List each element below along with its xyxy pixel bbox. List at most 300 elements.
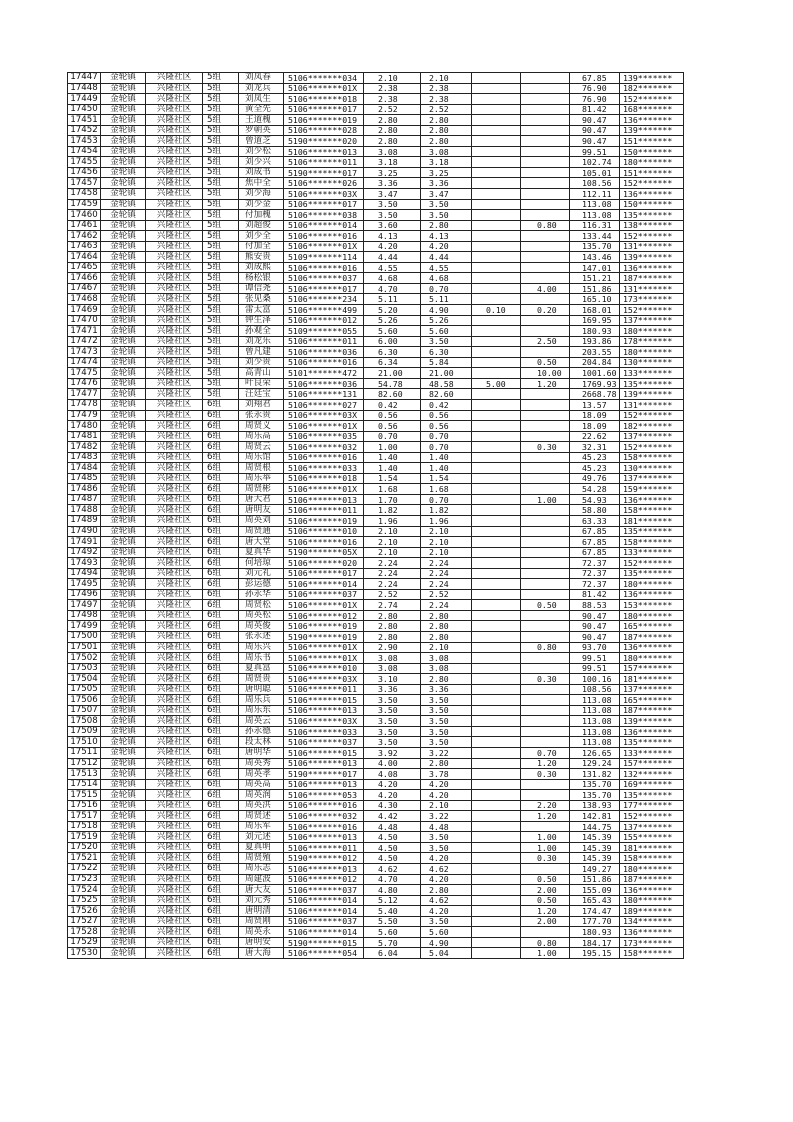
table-row: [68, 906, 684, 917]
area-d-cell: 1.20: [521, 811, 570, 822]
group-cell: 5组: [203, 104, 239, 115]
group-cell: 5组: [203, 136, 239, 147]
area-d-cell: [521, 737, 570, 748]
area-b-cell: 5.84: [421, 357, 472, 368]
amount-cell: 99.51: [570, 146, 620, 157]
table-row: [68, 505, 684, 516]
area-total-cell: 6.30: [364, 347, 421, 358]
phone-cell: 132*******: [620, 769, 684, 780]
town-cell: 金轮镇: [101, 716, 146, 727]
name-cell: 曾道芝: [239, 136, 284, 147]
community-cell: 兴隆社区: [146, 600, 203, 611]
area-c-cell: [472, 568, 521, 579]
group-cell: 6组: [203, 621, 239, 632]
phone-cell: 150*******: [620, 199, 684, 210]
area-d-cell: [521, 326, 570, 337]
town-cell: 金轮镇: [101, 653, 146, 664]
group-cell: 6组: [203, 832, 239, 843]
id-number-cell: 5106*******018: [284, 94, 364, 105]
town-cell: 金轮镇: [101, 294, 146, 305]
area-b-cell: 1.96: [421, 515, 472, 526]
area-b-cell: 2.38: [421, 83, 472, 94]
area-b-cell: 4.20: [421, 779, 472, 790]
group-cell: 6组: [203, 674, 239, 685]
id-number-cell: 5101*******472: [284, 368, 364, 379]
community-cell: 兴隆社区: [146, 621, 203, 632]
amount-cell: 18.09: [570, 421, 620, 432]
area-d-cell: [521, 146, 570, 157]
area-c-cell: [472, 83, 521, 94]
area-b-cell: 4.20: [421, 241, 472, 252]
table-row: [68, 399, 684, 410]
area-b-cell: 0.70: [421, 494, 472, 505]
id-number-cell: 5106*******033: [284, 463, 364, 474]
amount-cell: 76.90: [570, 83, 620, 94]
row-number: 17530: [68, 948, 101, 959]
area-b-cell: 3.47: [421, 189, 472, 200]
area-c-cell: [472, 811, 521, 822]
name-cell: 黄全先: [239, 104, 284, 115]
group-cell: 5组: [203, 220, 239, 231]
table-row: [68, 621, 684, 632]
row-number: 17460: [68, 210, 101, 221]
area-b-cell: 3.50: [421, 199, 472, 210]
amount-cell: 147.01: [570, 262, 620, 273]
table-row: [68, 73, 684, 84]
id-number-cell: 5106*******037: [284, 589, 364, 600]
table-row: [68, 653, 684, 664]
phone-cell: 152*******: [620, 558, 684, 569]
data-table: [67, 72, 684, 959]
area-d-cell: 2.20: [521, 800, 570, 811]
group-cell: 6组: [203, 631, 239, 642]
area-d-cell: 0.50: [521, 874, 570, 885]
town-cell: 金轮镇: [101, 600, 146, 611]
town-cell: 金轮镇: [101, 811, 146, 822]
area-d-cell: [521, 515, 570, 526]
row-number: 17518: [68, 821, 101, 832]
community-cell: 兴隆社区: [146, 157, 203, 168]
name-cell: 周英高: [239, 779, 284, 790]
area-d-cell: 2.00: [521, 885, 570, 896]
area-d-cell: [521, 231, 570, 242]
area-c-cell: [472, 526, 521, 537]
town-cell: 金轮镇: [101, 189, 146, 200]
town-cell: 金轮镇: [101, 642, 146, 653]
amount-cell: 151.86: [570, 874, 620, 885]
group-cell: 5组: [203, 210, 239, 221]
id-number-cell: 5106*******017: [284, 283, 364, 294]
name-cell: 何培琼: [239, 558, 284, 569]
table-row: [68, 800, 684, 811]
group-cell: 5组: [203, 199, 239, 210]
area-d-cell: [521, 157, 570, 168]
table-row: [68, 937, 684, 948]
area-c-cell: [472, 800, 521, 811]
community-cell: 兴隆社区: [146, 389, 203, 400]
area-d-cell: [521, 125, 570, 136]
community-cell: 兴隆社区: [146, 326, 203, 337]
area-c-cell: [472, 273, 521, 284]
name-cell: 张见桑: [239, 294, 284, 305]
amount-cell: 113.08: [570, 199, 620, 210]
phone-cell: 150*******: [620, 146, 684, 157]
name-cell: 唐大堂: [239, 537, 284, 548]
community-cell: 兴隆社区: [146, 547, 203, 558]
area-total-cell: 4.50: [364, 832, 421, 843]
group-cell: 5组: [203, 83, 239, 94]
area-c-cell: [472, 326, 521, 337]
amount-cell: 142.81: [570, 811, 620, 822]
phone-cell: 178*******: [620, 336, 684, 347]
phone-cell: 136*******: [620, 885, 684, 896]
area-c-cell: [472, 357, 521, 368]
area-c-cell: [472, 874, 521, 885]
table-row: [68, 431, 684, 442]
name-cell: 唐大海: [239, 948, 284, 959]
area-b-cell: 3.22: [421, 748, 472, 759]
town-cell: 金轮镇: [101, 115, 146, 126]
area-b-cell: 2.24: [421, 558, 472, 569]
name-cell: 刘龙兵: [239, 83, 284, 94]
name-cell: 叶良荣: [239, 378, 284, 389]
name-cell: 张永述: [239, 631, 284, 642]
town-cell: 金轮镇: [101, 800, 146, 811]
group-cell: 6组: [203, 442, 239, 453]
town-cell: 金轮镇: [101, 83, 146, 94]
table-row: [68, 842, 684, 853]
area-d-cell: [521, 399, 570, 410]
phone-cell: 155*******: [620, 832, 684, 843]
area-c-cell: [472, 726, 521, 737]
area-total-cell: 5.60: [364, 927, 421, 938]
area-c-cell: [472, 674, 521, 685]
town-cell: 金轮镇: [101, 368, 146, 379]
phone-cell: 157*******: [620, 758, 684, 769]
area-c-cell: [472, 347, 521, 358]
area-total-cell: 4.13: [364, 231, 421, 242]
community-cell: 兴隆社区: [146, 378, 203, 389]
area-total-cell: 1.00: [364, 442, 421, 453]
area-total-cell: 2.80: [364, 125, 421, 136]
area-d-cell: 0.80: [521, 937, 570, 948]
amount-cell: 135.70: [570, 241, 620, 252]
area-total-cell: 3.08: [364, 653, 421, 664]
name-cell: 刘元述: [239, 832, 284, 843]
table-row: [68, 326, 684, 337]
row-number: 17515: [68, 790, 101, 801]
row-number: 17527: [68, 916, 101, 927]
town-cell: 金轮镇: [101, 357, 146, 368]
id-number-cell: 5106*******013: [284, 705, 364, 716]
table-row: [68, 642, 684, 653]
amount-cell: 90.47: [570, 610, 620, 621]
area-c-cell: [472, 315, 521, 326]
area-d-cell: 1.00: [521, 494, 570, 505]
amount-cell: 113.08: [570, 210, 620, 221]
area-c-cell: [472, 832, 521, 843]
phone-cell: 180*******: [620, 347, 684, 358]
area-d-cell: [521, 473, 570, 484]
amount-cell: 102.74: [570, 157, 620, 168]
row-number: 17505: [68, 684, 101, 695]
area-total-cell: 4.44: [364, 252, 421, 263]
town-cell: 金轮镇: [101, 579, 146, 590]
name-cell: 唐大君: [239, 494, 284, 505]
area-d-cell: [521, 927, 570, 938]
community-cell: 兴隆社区: [146, 199, 203, 210]
group-cell: 6组: [203, 431, 239, 442]
area-d-cell: [521, 821, 570, 832]
phone-cell: 152*******: [620, 305, 684, 316]
row-number: 17463: [68, 241, 101, 252]
area-c-cell: [472, 547, 521, 558]
name-cell: 周贤贵: [239, 674, 284, 685]
table-row: [68, 252, 684, 263]
area-b-cell: 2.52: [421, 104, 472, 115]
area-c-cell: [472, 241, 521, 252]
area-total-cell: 4.50: [364, 842, 421, 853]
area-total-cell: 4.20: [364, 779, 421, 790]
phone-cell: 135*******: [620, 790, 684, 801]
area-total-cell: 5.50: [364, 916, 421, 927]
area-b-cell: 5.04: [421, 948, 472, 959]
area-c-cell: [472, 853, 521, 864]
name-cell: 周英孝: [239, 769, 284, 780]
id-number-cell: 5106*******037: [284, 885, 364, 896]
name-cell: 段太林: [239, 737, 284, 748]
area-total-cell: 0.70: [364, 431, 421, 442]
table-row: [68, 821, 684, 832]
town-cell: 金轮镇: [101, 842, 146, 853]
phone-cell: 135*******: [620, 526, 684, 537]
community-cell: 兴隆社区: [146, 864, 203, 875]
area-c-cell: [472, 906, 521, 917]
name-cell: 唐明清: [239, 906, 284, 917]
row-number: 17452: [68, 125, 101, 136]
community-cell: 兴隆社区: [146, 442, 203, 453]
area-total-cell: 4.20: [364, 241, 421, 252]
table-row: [68, 663, 684, 674]
group-cell: 5组: [203, 115, 239, 126]
area-b-cell: 4.62: [421, 864, 472, 875]
town-cell: 金轮镇: [101, 621, 146, 632]
phone-cell: 157*******: [620, 663, 684, 674]
group-cell: 6组: [203, 663, 239, 674]
area-d-cell: 0.30: [521, 769, 570, 780]
town-cell: 金轮镇: [101, 705, 146, 716]
area-b-cell: 2.10: [421, 73, 472, 84]
name-cell: 刘龙乐: [239, 336, 284, 347]
name-cell: 周贤通: [239, 526, 284, 537]
row-number: 17468: [68, 294, 101, 305]
group-cell: 5组: [203, 326, 239, 337]
row-number: 17523: [68, 874, 101, 885]
phone-cell: 136*******: [620, 189, 684, 200]
group-cell: 6组: [203, 916, 239, 927]
area-total-cell: 3.50: [364, 705, 421, 716]
town-cell: 金轮镇: [101, 494, 146, 505]
phone-cell: 139*******: [620, 252, 684, 263]
amount-cell: 129.24: [570, 758, 620, 769]
area-c-cell: [472, 125, 521, 136]
row-number: 17489: [68, 515, 101, 526]
group-cell: 6组: [203, 537, 239, 548]
community-cell: 兴隆社区: [146, 125, 203, 136]
table-row: [68, 273, 684, 284]
name-cell: 焦中全: [239, 178, 284, 189]
area-b-cell: 2.80: [421, 885, 472, 896]
community-cell: 兴隆社区: [146, 167, 203, 178]
id-number-cell: 5106*******037: [284, 737, 364, 748]
group-cell: 6组: [203, 737, 239, 748]
group-cell: 6组: [203, 758, 239, 769]
phone-cell: 182*******: [620, 83, 684, 94]
id-number-cell: 5106*******016: [284, 537, 364, 548]
area-total-cell: 0.56: [364, 421, 421, 432]
group-cell: 6组: [203, 885, 239, 896]
row-number: 17494: [68, 568, 101, 579]
id-number-cell: 5106*******036: [284, 347, 364, 358]
area-total-cell: 0.56: [364, 410, 421, 421]
table-row: [68, 389, 684, 400]
group-cell: 6组: [203, 558, 239, 569]
phone-cell: 152*******: [620, 178, 684, 189]
table-row: [68, 494, 684, 505]
area-c-cell: [472, 505, 521, 516]
area-d-cell: 0.50: [521, 895, 570, 906]
group-cell: 5组: [203, 252, 239, 263]
town-cell: 金轮镇: [101, 252, 146, 263]
name-cell: 刘少兴: [239, 157, 284, 168]
row-number: 17496: [68, 589, 101, 600]
phone-cell: 139*******: [620, 716, 684, 727]
row-number: 17525: [68, 895, 101, 906]
area-total-cell: 0.42: [364, 399, 421, 410]
community-cell: 兴隆社区: [146, 452, 203, 463]
table-row: [68, 189, 684, 200]
id-number-cell: 5109*******055: [284, 326, 364, 337]
community-cell: 兴隆社区: [146, 473, 203, 484]
community-cell: 兴隆社区: [146, 769, 203, 780]
row-number: 17479: [68, 410, 101, 421]
phone-cell: 159*******: [620, 484, 684, 495]
area-total-cell: 4.42: [364, 811, 421, 822]
phone-cell: 133*******: [620, 368, 684, 379]
name-cell: 周乐馆: [239, 452, 284, 463]
row-number: 17456: [68, 167, 101, 178]
name-cell: 周乐书: [239, 653, 284, 664]
id-number-cell: 5106*******012: [284, 610, 364, 621]
area-total-cell: 2.80: [364, 631, 421, 642]
table-row: [68, 463, 684, 474]
group-cell: 5组: [203, 315, 239, 326]
town-cell: 金轮镇: [101, 399, 146, 410]
amount-cell: 76.90: [570, 94, 620, 105]
area-d-cell: [521, 189, 570, 200]
id-number-cell: 5190*******020: [284, 136, 364, 147]
id-number-cell: 5106*******017: [284, 199, 364, 210]
area-d-cell: 2.00: [521, 916, 570, 927]
row-number: 17522: [68, 864, 101, 875]
area-c-cell: [472, 579, 521, 590]
group-cell: 6组: [203, 494, 239, 505]
area-d-cell: [521, 705, 570, 716]
name-cell: 唐明华: [239, 748, 284, 759]
area-b-cell: 4.62: [421, 895, 472, 906]
table-row: [68, 832, 684, 843]
area-total-cell: 1.40: [364, 452, 421, 463]
phone-cell: 136*******: [620, 494, 684, 505]
amount-cell: 72.37: [570, 579, 620, 590]
group-cell: 6组: [203, 748, 239, 759]
table-row: [68, 537, 684, 548]
table-row: [68, 864, 684, 875]
amount-cell: 165.10: [570, 294, 620, 305]
town-cell: 金轮镇: [101, 537, 146, 548]
amount-cell: 203.55: [570, 347, 620, 358]
row-number: 17475: [68, 368, 101, 379]
group-cell: 6组: [203, 579, 239, 590]
table-body: [68, 73, 684, 959]
id-number-cell: 5106*******013: [284, 494, 364, 505]
phone-cell: 180*******: [620, 864, 684, 875]
name-cell: 刘成熙: [239, 262, 284, 273]
name-cell: 罗朝英: [239, 125, 284, 136]
id-number-cell: 5106*******038: [284, 210, 364, 221]
town-cell: 金轮镇: [101, 431, 146, 442]
community-cell: 兴隆社区: [146, 83, 203, 94]
area-d-cell: [521, 273, 570, 284]
amount-cell: 54.93: [570, 494, 620, 505]
area-b-cell: 0.70: [421, 442, 472, 453]
name-cell: 周乐兴: [239, 642, 284, 653]
table-row: [68, 283, 684, 294]
community-cell: 兴隆社区: [146, 726, 203, 737]
phone-cell: 139*******: [620, 125, 684, 136]
id-number-cell: 5106*******131: [284, 389, 364, 400]
amount-cell: 149.27: [570, 864, 620, 875]
table-row: [68, 442, 684, 453]
row-number: 17509: [68, 726, 101, 737]
table-row: [68, 684, 684, 695]
row-number: 17517: [68, 811, 101, 822]
amount-cell: 67.85: [570, 73, 620, 84]
row-number: 17486: [68, 484, 101, 495]
area-b-cell: 3.50: [421, 210, 472, 221]
group-cell: 6组: [203, 874, 239, 885]
name-cell: 唐明聪: [239, 684, 284, 695]
group-cell: 5组: [203, 378, 239, 389]
row-number: 17454: [68, 146, 101, 157]
id-number-cell: 5106*******01X: [284, 653, 364, 664]
id-number-cell: 5106*******018: [284, 473, 364, 484]
town-cell: 金轮镇: [101, 610, 146, 621]
community-cell: 兴隆社区: [146, 283, 203, 294]
area-d-cell: [521, 779, 570, 790]
table-row: [68, 916, 684, 927]
name-cell: 夏真明: [239, 842, 284, 853]
name-cell: 周贤云: [239, 442, 284, 453]
table-row: [68, 220, 684, 231]
phone-cell: 152*******: [620, 410, 684, 421]
area-b-cell: 5.60: [421, 927, 472, 938]
id-number-cell: 5106*******014: [284, 579, 364, 590]
community-cell: 兴隆社区: [146, 505, 203, 516]
row-number: 17498: [68, 610, 101, 621]
group-cell: 6组: [203, 421, 239, 432]
area-total-cell: 82.60: [364, 389, 421, 400]
